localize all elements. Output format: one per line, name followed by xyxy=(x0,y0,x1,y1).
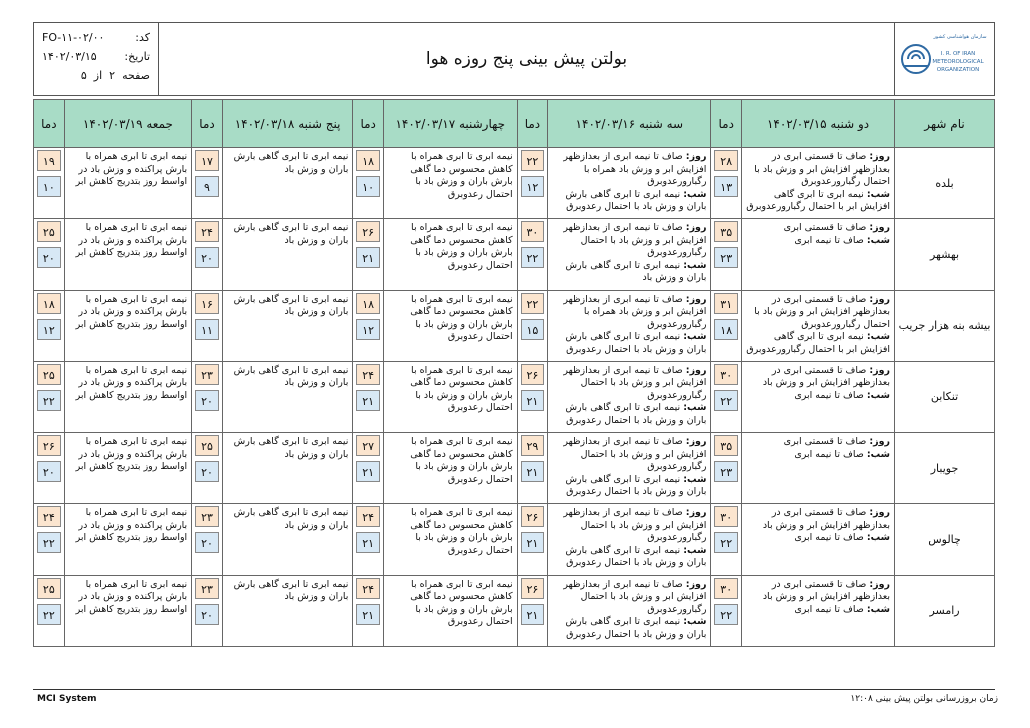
day4-forecast: نیمه ابری تا ابری گاهی بارش باران و وزش باد xyxy=(222,433,353,504)
min-temp-value: ۱۳ xyxy=(714,176,738,197)
day2-night-text: نیمه ابری تا ابری گاهی بارش باران و وزش باد با احتمال رعدوبرق xyxy=(565,188,707,212)
city-column-header: نام شهر xyxy=(895,100,995,148)
min-temp-value: ۲۱ xyxy=(356,390,380,411)
day-label: روز: xyxy=(869,507,891,519)
min-temp-value: ۲۲ xyxy=(714,532,738,553)
day2-night-text: نیمه ابری تا ابری گاهی بارش باران و وزش باد با احتمال رعدوبرق xyxy=(565,402,707,426)
min-temp-value: ۲۱ xyxy=(356,532,380,553)
day5-temps xyxy=(34,433,65,504)
table-row xyxy=(34,433,995,504)
day-label: روز: xyxy=(869,151,891,162)
max-temp-value: ۲۷ xyxy=(356,435,380,456)
day3-column-header: چهارشنبه ۱۴۰۲/۰۳/۱۷ xyxy=(383,100,517,148)
logo-text-2: METEOROLOGICAL xyxy=(931,59,984,65)
min-temp-value: ۲۱ xyxy=(521,390,545,411)
night-label: شب: xyxy=(683,616,707,628)
day4-temps xyxy=(192,290,223,361)
day2-forecast xyxy=(548,433,711,504)
day4-temps xyxy=(192,148,223,219)
min-temp-value: ۱۲ xyxy=(356,319,380,340)
page-title: بولتن پیش بینی پنج روزه هوا xyxy=(425,49,628,69)
day5-temps xyxy=(34,148,65,219)
max-temp-value: ۲۶ xyxy=(37,435,61,456)
night-label: شب: xyxy=(683,402,707,414)
day3-temps xyxy=(353,575,384,646)
max-temp-value: ۳۰ xyxy=(714,578,738,599)
city-name: تنکابن xyxy=(895,361,995,432)
day2-day-text: صاف تا نیمه ابری از بعدازظهر افزایش ابر و وزش باد همراه با رگبارورعدوبرق xyxy=(563,293,707,330)
day-label: روز: xyxy=(685,293,707,305)
max-temp-value: ۳۰ xyxy=(714,364,738,385)
day3-forecast: نیمه ابری تا ابری همراه با کاهش محسوس دما گاهی بارش باران و وزش باد با احتمال رعدوبرق xyxy=(383,575,517,646)
max-temp-value: ۱۷ xyxy=(195,150,219,171)
max-temp-value: ۲۳ xyxy=(195,364,219,385)
day5-forecast: نیمه ابری تا ابری همراه با بارش پراکنده و وزش باد در اواسط روز بتدریج کاهش ابر xyxy=(64,290,192,361)
min-temp-value: ۲۳ xyxy=(714,461,738,482)
day-label: روز: xyxy=(685,578,707,590)
day5-temps xyxy=(34,290,65,361)
city-name: بیشه بنه هزار جریب xyxy=(895,290,995,361)
max-temp-value: ۲۳ xyxy=(195,506,219,527)
night-label: شب: xyxy=(683,259,707,271)
day5-temps xyxy=(34,504,65,575)
table-row xyxy=(34,148,995,219)
day1-day-text: صاف تا قسمتی ابری xyxy=(783,436,867,448)
day3-temps xyxy=(353,361,384,432)
min-temp-value: ۲۱ xyxy=(356,247,380,268)
day-label: روز: xyxy=(869,364,891,376)
day3-temps xyxy=(353,504,384,575)
night-label: شب: xyxy=(866,331,891,343)
min-temp-value: ۲۱ xyxy=(356,604,380,625)
temp-column-header: دما xyxy=(34,100,65,148)
logo-text-fa: سازمان هواشناسی کشور xyxy=(932,34,987,40)
day2-temps xyxy=(517,219,548,290)
min-temp-value: ۲۰ xyxy=(37,461,61,482)
day1-night-text: صاف تا نیمه ابری xyxy=(794,532,864,544)
day4-temps xyxy=(192,219,223,290)
min-temp-value: ۲۱ xyxy=(356,461,380,482)
min-temp-value: ۱۰ xyxy=(356,176,380,197)
day2-column-header: سه شنبه ۱۴۰۲/۰۳/۱۶ xyxy=(548,100,711,148)
page-label: صفحه xyxy=(122,69,150,82)
day4-temps xyxy=(192,433,223,504)
day2-temps xyxy=(517,433,548,504)
min-temp-value: ۲۳ xyxy=(714,247,738,268)
night-label: شب: xyxy=(683,188,707,200)
day2-forecast xyxy=(548,504,711,575)
day3-forecast: نیمه ابری تا ابری همراه با کاهش محسوس دما گاهی بارش باران و وزش باد با احتمال رعدوبرق xyxy=(383,290,517,361)
city-name: رامسر xyxy=(895,575,995,646)
day3-forecast: نیمه ابری تا ابری همراه با کاهش محسوس دما گاهی بارش باران و وزش باد با احتمال رعدوبرق xyxy=(383,148,517,219)
organization-logo xyxy=(894,23,994,95)
day1-temps xyxy=(711,290,742,361)
min-temp-value: ۲۱ xyxy=(521,604,545,625)
day-label: روز: xyxy=(869,222,891,234)
max-temp-value: ۲۵ xyxy=(37,221,61,242)
max-temp-value: ۳۰ xyxy=(521,221,545,242)
temp-column-header: دما xyxy=(517,100,548,148)
min-temp-value: ۲۲ xyxy=(714,604,738,625)
day1-night-text: صاف تا نیمه ابری xyxy=(794,234,864,246)
day2-forecast xyxy=(548,219,711,290)
city-name: بهشهر xyxy=(895,219,995,290)
day2-forecast xyxy=(548,361,711,432)
min-temp-value: ۲۱ xyxy=(521,532,545,553)
day2-day-text: صاف تا نیمه ابری از بعدازظهر افزایش ابر و وزش باد با احتمال رگبارورعدوبرق xyxy=(563,578,707,615)
max-temp-value: ۲۶ xyxy=(521,506,545,527)
day2-forecast xyxy=(548,290,711,361)
max-temp-value: ۲۶ xyxy=(356,221,380,242)
day5-temps xyxy=(34,575,65,646)
table-row xyxy=(34,219,995,290)
day-label: روز: xyxy=(869,578,891,590)
date-value: ۱۴۰۲/۰۳/۱۵ xyxy=(42,50,97,63)
max-temp-value: ۲۵ xyxy=(195,435,219,456)
day5-forecast: نیمه ابری تا ابری همراه با بارش پراکنده و وزش باد در اواسط روز بتدریج کاهش ابر xyxy=(64,504,192,575)
day5-forecast: نیمه ابری تا ابری همراه با بارش پراکنده و وزش باد در اواسط روز بتدریج کاهش ابر xyxy=(64,219,192,290)
day1-day-text: صاف تا قسمتی ابری xyxy=(783,222,867,234)
day3-temps xyxy=(353,148,384,219)
day2-night-text: نیمه ابری تا ابری گاهی بارش باران و وزش باد با احتمال رعدوبرق xyxy=(565,544,707,569)
max-temp-value: ۳۰ xyxy=(714,506,738,527)
table-row xyxy=(34,504,995,575)
min-temp-value: ۱۲ xyxy=(521,176,545,197)
day2-temps xyxy=(517,290,548,361)
max-temp-value: ۱۶ xyxy=(195,293,219,314)
day2-night-text: نیمه ابری تا ابری گاهی بارش باران و وزش باد xyxy=(565,259,707,284)
day-label: روز: xyxy=(685,507,707,519)
max-temp-value: ۲۴ xyxy=(356,506,380,527)
min-temp-value: ۱۵ xyxy=(521,319,545,340)
day2-temps xyxy=(517,148,548,219)
day1-temps xyxy=(711,148,742,219)
night-label: شب: xyxy=(683,331,707,343)
max-temp-value: ۲۳ xyxy=(195,578,219,599)
day1-night-text: نیمه ابری تا ابری گاهی افزایش ابر با احتمال رگبارورعدوبرق xyxy=(746,188,891,212)
min-temp-value: ۲۰ xyxy=(37,247,61,268)
footer-system-name: MCI System xyxy=(37,694,97,704)
day4-column-header: پنج شنبه ۱۴۰۲/۰۳/۱۸ xyxy=(222,100,353,148)
day-label: روز: xyxy=(685,222,707,234)
day1-forecast xyxy=(742,504,895,575)
night-label: شب: xyxy=(683,544,707,556)
day2-day-text: صاف تا نیمه ابری از بعدازظهر افزایش ابر و وزش باد با احتمال رگبارورعدوبرق xyxy=(563,222,707,259)
max-temp-value: ۱۸ xyxy=(356,150,380,171)
day5-forecast: نیمه ابری تا ابری همراه با بارش پراکنده و وزش باد در اواسط روز بتدریج کاهش ابر xyxy=(64,575,192,646)
temp-column-header: دما xyxy=(711,100,742,148)
day1-temps xyxy=(711,575,742,646)
min-temp-value: ۲۲ xyxy=(37,390,61,411)
bulletin-header xyxy=(33,22,995,96)
day2-forecast xyxy=(548,575,711,646)
day1-temps xyxy=(711,219,742,290)
min-temp-value: ۹ xyxy=(195,176,219,197)
table-row xyxy=(34,575,995,646)
max-temp-value: ۲۴ xyxy=(356,578,380,599)
day1-day-text: صاف تا قسمتی ابری در بعدازظهر افزایش ابر و وزش باد xyxy=(762,507,891,531)
day4-forecast: نیمه ابری تا ابری گاهی بارش باران و وزش باد xyxy=(222,290,353,361)
day5-column-header: جمعه ۱۴۰۲/۰۳/۱۹ xyxy=(64,100,192,148)
min-temp-value: ۲۰ xyxy=(195,604,219,625)
min-temp-value: ۲۱ xyxy=(521,461,545,482)
day2-day-text: صاف تا نیمه ابری از بعدازظهر افزایش ابر و وزش باد با احتمال رگبارورعدوبرق xyxy=(563,507,707,544)
max-temp-value: ۲۹ xyxy=(521,435,545,456)
max-temp-value: ۳۵ xyxy=(714,221,738,242)
day1-forecast xyxy=(742,433,895,504)
day4-temps xyxy=(192,361,223,432)
min-temp-value: ۲۰ xyxy=(195,461,219,482)
max-temp-value: ۱۸ xyxy=(37,293,61,314)
day2-day-text: صاف تا نیمه ابری از بعدازظهر افزایش ابر و وزش باد با احتمال رگبارورعدوبرق xyxy=(563,364,707,401)
day1-night-text: نیمه ابری تا ابری گاهی افزایش ابر با احتمال رگبارورعدوبرق xyxy=(746,331,891,355)
max-temp-value: ۲۶ xyxy=(521,364,545,385)
night-label: شب: xyxy=(866,603,891,615)
day2-day-text: صاف تا نیمه ابری از بعدازظهر افزایش ابر و وزش باد با احتمال رگبارورعدوبرق xyxy=(563,436,707,473)
max-temp-value: ۱۹ xyxy=(37,150,61,171)
meteorological-logo-icon xyxy=(900,28,990,90)
max-temp-value: ۲۴ xyxy=(356,364,380,385)
max-temp-value: ۲۲ xyxy=(521,150,545,171)
day3-forecast: نیمه ابری تا ابری همراه با کاهش محسوس دما گاهی بارش باران و وزش باد با احتمال رعدوبرق xyxy=(383,361,517,432)
temp-column-header: دما xyxy=(192,100,223,148)
min-temp-value: ۲۲ xyxy=(37,604,61,625)
night-label: شب: xyxy=(683,473,707,485)
max-temp-value: ۲۵ xyxy=(37,578,61,599)
table-header-row xyxy=(34,100,995,148)
day3-temps xyxy=(353,433,384,504)
day1-forecast xyxy=(742,575,895,646)
date-label: تاریخ: xyxy=(124,50,150,63)
min-temp-value: ۲۲ xyxy=(37,532,61,553)
table-row xyxy=(34,290,995,361)
max-temp-value: ۲۵ xyxy=(37,364,61,385)
day1-night-text: صاف تا نیمه ابری xyxy=(794,389,864,401)
city-name: بلده xyxy=(895,148,995,219)
day1-night-text: صاف تا نیمه ابری xyxy=(794,448,864,460)
day3-forecast: نیمه ابری تا ابری همراه با کاهش محسوس دما گاهی بارش باران و وزش باد با احتمال رعدوبرق xyxy=(383,433,517,504)
document-meta xyxy=(34,23,159,95)
day5-temps xyxy=(34,219,65,290)
day1-day-text: صاف تا قسمتی ابری در بعدازظهر افزایش ابر و وزش باد xyxy=(762,364,891,389)
day2-temps xyxy=(517,361,548,432)
day1-temps xyxy=(711,361,742,432)
max-temp-value: ۳۱ xyxy=(714,293,738,314)
day5-forecast: نیمه ابری تا ابری همراه با بارش پراکنده و وزش باد در اواسط روز بتدریج کاهش ابر xyxy=(64,361,192,432)
page-number: ۲ xyxy=(109,69,116,82)
day4-forecast: نیمه ابری تا ابری گاهی بارش باران و وزش باد xyxy=(222,148,353,219)
day2-forecast xyxy=(548,148,711,219)
day2-day-text: صاف تا نیمه ابری از بعدازظهر افزایش ابر و وزش باد همراه با رگبارورعدوبرق xyxy=(563,151,707,187)
min-temp-value: ۲۰ xyxy=(195,390,219,411)
day-label: روز: xyxy=(869,436,891,448)
day1-temps xyxy=(711,433,742,504)
code-value: FO-۱۱-۰۲/۰۰ xyxy=(42,31,105,44)
night-label: شب: xyxy=(866,532,891,544)
city-name: چالوس xyxy=(895,504,995,575)
day3-temps xyxy=(353,290,384,361)
min-temp-value: ۲۰ xyxy=(195,532,219,553)
day1-column-header: دو شنبه ۱۴۰۲/۰۳/۱۵ xyxy=(742,100,895,148)
logo-text-3: ORGANIZATION xyxy=(936,67,979,73)
day1-forecast xyxy=(742,361,895,432)
min-temp-value: ۱۸ xyxy=(714,319,738,340)
table-row xyxy=(34,361,995,432)
day1-forecast xyxy=(742,148,895,219)
logo-text-1: I. R. OF IRAN xyxy=(940,51,975,57)
max-temp-value: ۲۸ xyxy=(714,150,738,171)
day4-temps xyxy=(192,504,223,575)
day1-day-text: صاف تا قسمتی ابری در بعدازظهر افزایش ابر و وزش باد xyxy=(762,578,891,603)
temp-column-header: دما xyxy=(353,100,384,148)
page-total: ۵ xyxy=(80,69,87,82)
day5-forecast: نیمه ابری تا ابری همراه با بارش پراکنده و وزش باد در اواسط روز بتدریج کاهش ابر xyxy=(64,433,192,504)
night-label: شب: xyxy=(866,234,891,246)
footer-update-time: زمان بروزرسانی بولتن پیش بینی ۱۲:۰۸ xyxy=(850,694,998,704)
min-temp-value: ۲۲ xyxy=(714,390,738,411)
day5-temps xyxy=(34,361,65,432)
day-label: روز: xyxy=(685,364,707,376)
max-temp-value: ۲۴ xyxy=(195,221,219,242)
day3-forecast: نیمه ابری تا ابری همراه با کاهش محسوس دما گاهی بارش باران و وزش باد با احتمال رعدوبرق xyxy=(383,219,517,290)
code-label: کد: xyxy=(135,31,150,44)
day4-forecast: نیمه ابری تا ابری گاهی بارش باران و وزش باد xyxy=(222,219,353,290)
day5-forecast: نیمه ابری تا ابری همراه با بارش پراکنده و وزش باد در اواسط روز بتدریج کاهش ابر xyxy=(64,148,192,219)
day1-forecast xyxy=(742,219,895,290)
day4-forecast: نیمه ابری تا ابری گاهی بارش باران و وزش باد xyxy=(222,504,353,575)
min-temp-value: ۲۲ xyxy=(521,247,545,268)
day-label: روز: xyxy=(685,436,707,448)
max-temp-value: ۱۸ xyxy=(356,293,380,314)
day4-temps xyxy=(192,575,223,646)
day1-night-text: صاف تا نیمه ابری xyxy=(794,603,864,615)
footer-divider xyxy=(33,689,995,690)
day1-temps xyxy=(711,504,742,575)
max-temp-value: ۳۵ xyxy=(714,435,738,456)
forecast-table xyxy=(33,99,995,647)
day1-day-text: صاف تا قسمتی ابری در بعدازظهر افزایش ابر و وزش باد با احتمال رگبارورعدوبرق xyxy=(754,151,891,187)
day2-night-text: نیمه ابری تا ابری گاهی بارش باران و وزش باد با احتمال رعدوبرق xyxy=(565,331,707,355)
day3-temps xyxy=(353,219,384,290)
day1-forecast xyxy=(742,290,895,361)
min-temp-value: ۲۰ xyxy=(195,247,219,268)
day4-forecast: نیمه ابری تا ابری گاهی بارش باران و وزش باد xyxy=(222,575,353,646)
max-temp-value: ۲۶ xyxy=(521,578,545,599)
day2-night-text: نیمه ابری تا ابری گاهی بارش باران و وزش باد با احتمال رعدوبرق xyxy=(565,473,707,498)
night-label: شب: xyxy=(866,389,891,401)
night-label: شب: xyxy=(866,188,891,200)
page-of: از xyxy=(93,69,103,82)
max-temp-value: ۲۴ xyxy=(37,506,61,527)
min-temp-value: ۱۱ xyxy=(195,319,219,340)
day-label: روز: xyxy=(685,151,707,162)
day2-night-text: نیمه ابری تا ابری گاهی بارش باران و وزش باد با احتمال رعدوبرق xyxy=(565,616,707,640)
day2-temps xyxy=(517,575,548,646)
forecast-rows xyxy=(34,148,995,647)
max-temp-value: ۲۲ xyxy=(521,293,545,314)
day4-forecast: نیمه ابری تا ابری گاهی بارش باران و وزش باد xyxy=(222,361,353,432)
city-name: جویبار xyxy=(895,433,995,504)
night-label: شب: xyxy=(866,448,891,460)
day1-day-text: صاف تا قسمتی ابری در بعدازظهر افزایش ابر و وزش باد با احتمال رگبارورعدوبرق xyxy=(754,293,891,330)
day-label: روز: xyxy=(869,293,891,305)
min-temp-value: ۱۰ xyxy=(37,176,61,197)
day2-temps xyxy=(517,504,548,575)
min-temp-value: ۱۲ xyxy=(37,319,61,340)
day3-forecast: نیمه ابری تا ابری همراه با کاهش محسوس دما گاهی بارش باران و وزش باد با احتمال رعدوبرق xyxy=(383,504,517,575)
